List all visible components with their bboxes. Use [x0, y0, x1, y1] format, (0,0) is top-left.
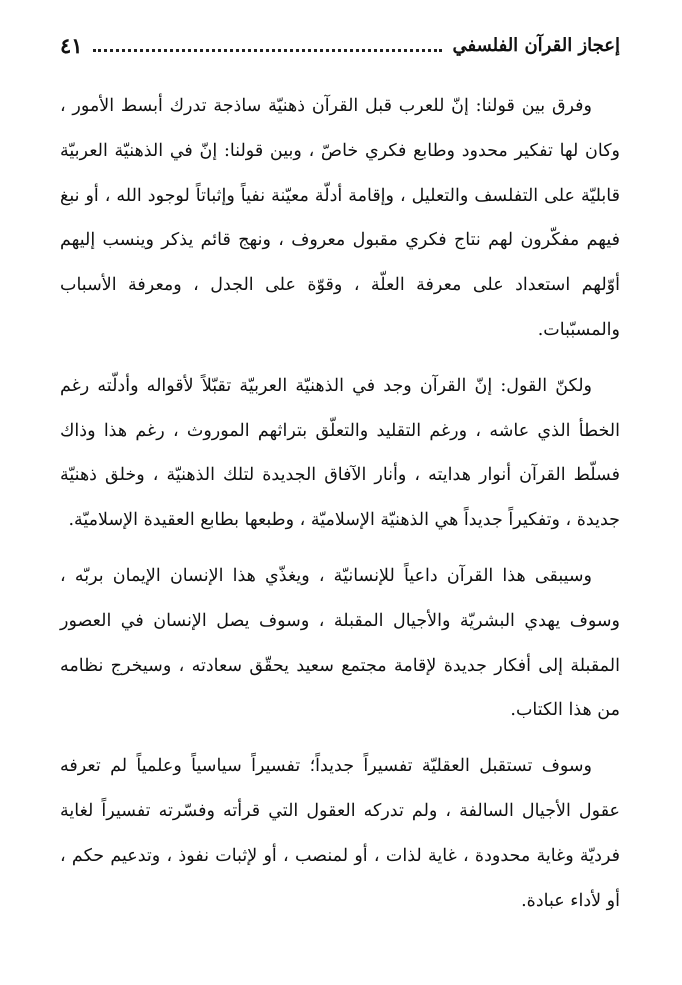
book-title: إعجاز القرآن الفلسفي	[452, 34, 620, 56]
page-number: ٤١	[60, 32, 83, 58]
header-dot-leader	[93, 49, 443, 52]
page-body	[60, 84, 620, 934]
paragraph-2: ولكنّ القول: إنّ القرآن وجد في الذهنيّة العربيّة تقبّلاً لأقواله وأدلّته رغم الخطأ الذي عاشه ، ورغم التقليد والتعلّق بتراثهم الموروث ، رغم هذا وذاك فسلّط القرآن أنوار هدايته ، وأنار الآفاق الجديدة لتلك الذهنيّة ، وخلق ذهنيّة جديدة ، وتفكيراً جديداً هي الذهنيّة الإسلاميّة ، وطبعها بطابع العقيدة الإسلاميّة.	[60, 375, 620, 531]
paragraph-1: وفرق بين قولنا: إنّ للعرب قبل القرآن ذهنيّة ساذجة تدرك أبسط الأمور ، وكان لها تفكير محدود وطابع فكري خاصّ ، وبين قولنا: إنّ في الذهنيّة العربيّة قابليّة على التفلسف والتعليل ، وإقامة أدلّة معيّنة نفياً وإثباتاً لوجود الله ، أو نبغ فيهم مفكّرون لهم نتاج فكري مقبول معروف ، ونهج قائم يذكر وينسب إليهم أوّلهم استعداد على معرفة العلّة ، وقوّة على الجدل ، ومعرفة الأسباب والمسبّبات.	[60, 96, 620, 340]
running-header	[60, 28, 620, 62]
paragraph-4: وسوف تستقبل العقليّة تفسيراً جديداً؛ تفسيراً سياسياً وعلمياً لم تعرفه عقول الأجيال السالفة ، ولم تدركه العقول التي قرأته وفسّرته تفسيراً لغاية فرديّة وغاية محدودة ، غاية لذات ، أو لمنصب ، أو لإثبات نفوذ ، وتدعيم حكم ، أو لأداء عبادة.	[60, 756, 620, 911]
paragraph-3: وسيبقى هذا القرآن داعياً للإنسانيّة ، ويغذّي هذا الإنسان الإيمان بربّه ، وسوف يهدي البشريّة والأجيال المقبلة ، وسوف يصل الإنسان في العصور المقبلة إلى أفكار جديدة لإقامة مجتمع سعيد يحقّق سعادته ، وسيخرج نظامه من هذا الكتاب.	[60, 565, 620, 721]
